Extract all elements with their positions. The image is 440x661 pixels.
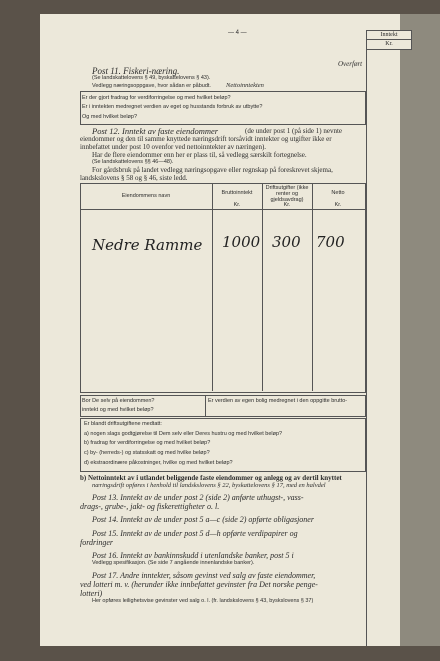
col-name-header: Eiendommens navn bbox=[121, 193, 171, 199]
post15-line2: fordringer bbox=[80, 538, 114, 547]
post11-q1: Er der gjort fradrag for verdiforringelse og med hvilket beløp? bbox=[82, 95, 231, 101]
deductions-b: b) fradrag for verdiforringelse og med hvilket beløp? bbox=[84, 440, 211, 446]
page-number: — 4 — bbox=[228, 30, 247, 36]
table-col-divider-2 bbox=[262, 183, 263, 391]
post12-text3: innbefattet under post 10 ovenfor ved nettoinntekter av næringen). bbox=[80, 143, 267, 151]
adjacent-page-edge bbox=[400, 14, 440, 646]
post17-line1: Post 17. Andre inntekter, såsom gevinst ved salg av faste eiendommer, bbox=[92, 571, 316, 580]
income-column-left-rule bbox=[366, 48, 367, 646]
post12-title: Post 12. Inntekt av faste eiendommer bbox=[92, 126, 219, 136]
post12-text2: eiendommer og den til samme knyttede næringsdrift torsåvidt inntekter og utgifter ikke er bbox=[80, 135, 332, 143]
post11-q3: Og med hvilket beløp? bbox=[82, 114, 138, 120]
post13-line2: drags-, grube-, jakt- og fiskerettigheter o. l. bbox=[80, 502, 220, 511]
table-col-divider-1 bbox=[212, 183, 213, 391]
property-table bbox=[80, 183, 366, 393]
post17-line4: Her opføres leilighetsvise gevinster ved salg o. l. (fr. landskslovens § 43, byskslovens § 37) bbox=[92, 598, 314, 604]
post11-law: (Se landskattelovens § 49, byskattelovens § 43). bbox=[92, 75, 211, 81]
col-brutto-header: Bruttoinntekt bbox=[221, 190, 253, 196]
post14-line1: Post 14. Inntekt av de under post 5 a—c (side 2) opførte obligasjoner bbox=[92, 515, 314, 524]
post11-title: Post 11. Fiskeri-næring. bbox=[92, 66, 180, 76]
income-unit-label: Kr. bbox=[385, 41, 393, 47]
col-netto-unit: Kr. bbox=[334, 202, 342, 208]
post12-text5: (Se landskattelovens §§ 46—48). bbox=[92, 159, 174, 165]
deductions-a: a) nogen slags godtgjørelse til Dem selv eller Deres hustru og med hvilket beløp? bbox=[84, 431, 283, 437]
table-col-divider-3 bbox=[312, 183, 313, 391]
postb-line2: næringsdrift opføres i henhold til landskslovens § 22, byskattelovens § 17, med en halvdel bbox=[92, 482, 326, 489]
col-drift-header: Driftsutgifter (ikke renter og gjeldsavdrag) bbox=[265, 185, 309, 203]
postb-line1: b) Nettoinntekt av i utlandet beliggende faste eiendommer og anlegg og av dertil knyttet bbox=[80, 474, 342, 482]
residence-q1: Bor De selv på eiendommen? bbox=[82, 398, 155, 404]
post11-note: Vedlegg næringsoppgave, hvor sådan er påbudt. bbox=[92, 83, 211, 89]
residence-q3: inntekt og med hvilket beløp? bbox=[82, 407, 154, 413]
post12-text1: (de under post 1 (på side 1) nevnte bbox=[245, 127, 342, 135]
property-brutto: 1000 bbox=[222, 233, 261, 251]
deductions-d: d) ekstraordinære påkostninger, hvilke og med hvilket beløp? bbox=[84, 460, 233, 466]
property-drift: 300 bbox=[272, 233, 301, 251]
post11-net-label: Nettoinntekten bbox=[226, 82, 264, 89]
post17-line3: lotteri) bbox=[80, 589, 103, 598]
table-header-rule bbox=[80, 209, 365, 210]
post12-text6: For gårdsbruk på landet vedlegg næringsopgave eller regnskap på foreskrevet skjema, bbox=[92, 166, 333, 174]
col-brutto-unit: Kr. bbox=[233, 202, 241, 208]
post11-q2: Er i inntekten medregnet verdien av eget og husstands forbruk av utbytte? bbox=[82, 104, 263, 110]
residence-box-divider bbox=[205, 395, 206, 416]
residence-q2: Er verdien av egen bolig medregnet i den oppgitte brutto- bbox=[208, 398, 348, 404]
col-drift-unit: Kr. bbox=[283, 202, 291, 208]
income-header-label: Inntekt bbox=[367, 31, 411, 40]
post17-line2: ved lotteri m. v. (herunder ikke innbefattet gevinster fra Det norske penge- bbox=[80, 580, 318, 589]
post16-line1: Post 16. Inntekt av bankinnskudd i utenlandske banker, post 5 i bbox=[92, 551, 294, 560]
post15-line1: Post 15. Inntekt av de under post 5 d—h opførte verdipapirer og bbox=[92, 529, 298, 538]
post12-text4: Har de flere eiendommer enn her er plass til, så vedlegg særskilt fortegnelse. bbox=[92, 151, 307, 159]
property-name: Nedre Ramme bbox=[92, 236, 203, 254]
deductions-title: Er blandt driftsutgiftene medtatt: bbox=[84, 421, 162, 427]
post13-line1: Post 13. Inntekt av de under post 2 (side 2) anførte uthugst-, vass- bbox=[92, 493, 304, 502]
col-netto-header: Netto bbox=[331, 190, 345, 196]
post16-line2: Vedlegg spesifikasjon. (Se side 7 angående innenlandske banker). bbox=[92, 560, 255, 566]
carried-forward-label: Overført bbox=[338, 60, 363, 68]
property-netto: 700 bbox=[316, 233, 345, 251]
income-column-header bbox=[366, 30, 412, 50]
deductions-c: c) by- (herreds-) og statsskatt og med hvilke beløp? bbox=[84, 450, 210, 456]
post12-text7: landskslovens § 58 og § 46, siste ledd. bbox=[80, 174, 188, 182]
